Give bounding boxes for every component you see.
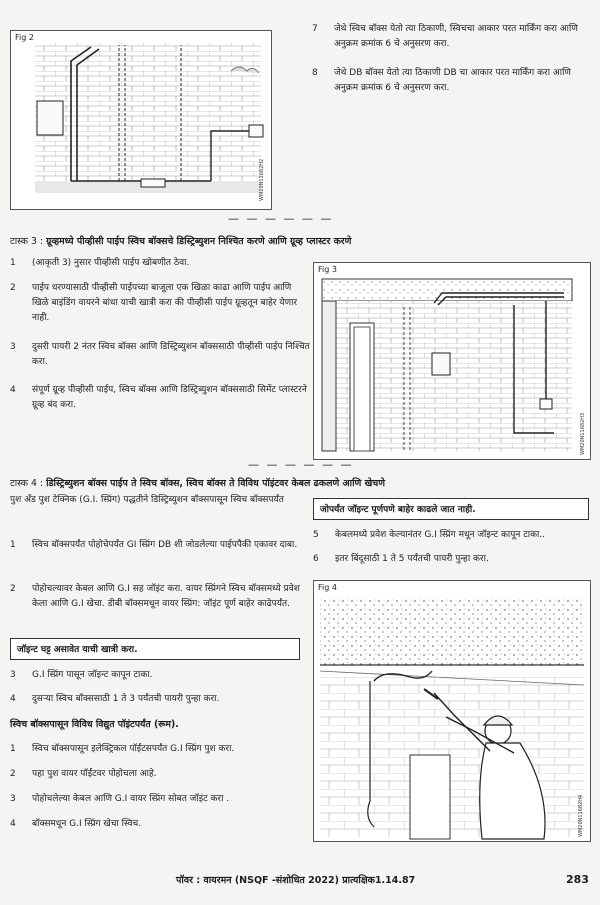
note-box: जॉइन्ट घट्ट असावेत याची खात्री करा. bbox=[10, 638, 300, 660]
section-separator: — — — — — — bbox=[248, 458, 354, 471]
figure-3-illustration bbox=[314, 263, 590, 459]
note-box: जोपर्यंत जॉइन्ट पूर्णपणे बाहेर काढले जात नाही. bbox=[313, 498, 589, 520]
list-item: 6 इतर बिंदूसाठी 1 ते 5 पर्यंतची पायरी पुन्हा करा. bbox=[313, 554, 489, 564]
figure-2-code: WM20N11682H2 bbox=[259, 158, 265, 201]
figure-4-illustration bbox=[314, 581, 590, 841]
subheading: स्विच बॉक्सपासून विविध विद्युत पॉइंटपर्यंत (रूम). bbox=[10, 719, 179, 730]
list-item: 5 केबलमध्ये प्रवेश केल्यानंतर G.I स्प्रिंग मधून जॉइन्ट कापून टाका.. bbox=[313, 530, 546, 540]
figure-2 bbox=[10, 30, 272, 210]
footer-title: पॉवर : वायरमन (NSQF -संशोधित 2022) प्रात्यक्षिक1.14.87 bbox=[176, 875, 416, 886]
task-4-heading: टास्क 4 : डिस्ट्रिब्युशन बॉक्स पाईप ते स्विच बॉक्स, स्विच बॉक्स ते विविध पॉइंटवर केबल ढकलणे आणि खेचणे bbox=[10, 478, 385, 489]
list-item: 3 G.I स्प्रिंग पासून जॉइन्ट कापून टाका. bbox=[10, 670, 153, 680]
list-item: 2 पोहोचल्यावर केबल आणि G.I सह जॉइंट करा. वायर स्प्रिंगने स्विच बॉक्समध्ये प्रवेश केला आणि G.I खेचा. डीबी बॉक्समधून वायर स्प्रिंग: जॉइंट पूर्ण बाहेर काढेपर्यंत. bbox=[10, 584, 300, 609]
page-number: 283 bbox=[566, 873, 589, 886]
list-item: 2 पाईप धरण्यासाठी पीव्हीसी पाईपच्या बाजूला एक खिळा काढा आणि पाईप आणि खिळे बाइंडिंग वायरने बांधा याची खात्री करा की पीव्हीसी पाईप ग्रूव्हतून बाहेर येणार नाही. bbox=[10, 283, 298, 323]
list-item: 3 पोहोचलेल्या केबल आणि G.I वायर स्प्रिंग सोबत जॉइंट करा . bbox=[10, 794, 230, 804]
list-item: 7 जेथे स्विच बॉक्स येतो त्या ठिकाणी, स्विचचा आकार परत मार्किंग करा आणि अनुक्रम क्रमांक 6 चे अनुसरण करा. bbox=[312, 24, 578, 49]
list-item: 4 बॉक्समधून G.I स्प्रिंग खेचा स्विच. bbox=[10, 819, 142, 829]
figure-4-code: WM20N11682H4 bbox=[578, 794, 584, 837]
figure-2-label: Fig 2 bbox=[15, 33, 34, 42]
list-item: 1 स्विच बॉक्सपासून इलेक्ट्रिकल पॉईंटसपर्यंत G.I स्प्रिंग पुश करा. bbox=[10, 744, 235, 754]
list-item: 2 पहा पुश वायर पॉईंटवर पोहोचला आहे. bbox=[10, 769, 157, 779]
list-item: 4 दुसऱ्या स्विच बॉक्ससाठी 1 ते 3 पर्यंतची पायरी पुन्हा करा. bbox=[10, 694, 220, 704]
figure-3-label: Fig 3 bbox=[318, 265, 337, 274]
task-4-intro: पुश अँड पुश टेक्निक (G.I. स्प्रिंग) पद्धतीने डिस्ट्रिब्युशन बॉक्सपासून स्विच बॉक्सपर्यंत bbox=[10, 495, 284, 505]
figure-4 bbox=[313, 580, 591, 842]
list-item: 1 (आकृती 3) नुसार पीव्हीसी पाईप खोबणीत ठेवा. bbox=[10, 258, 190, 268]
list-item: 3 दुसरी पायरी 2 नंतर स्विच बॉक्स आणि डिस्ट्रिब्युशन बॉक्ससाठी पीव्हीसी पाईप निश्चित करा. bbox=[10, 342, 310, 367]
task-3-heading: टास्क 3 : ग्रूव्हमध्ये पीव्हीसी पाईप स्विच बॉक्सचे डिस्ट्रिब्युशन निश्चित करणे आणि ग्रूव्ह प्लास्टर करणे bbox=[10, 236, 352, 247]
section-separator: — — — — — — bbox=[228, 212, 334, 225]
list-item: 8 जेथे DB बॉक्स येतो त्या ठिकाणी DB चा आकार परत मार्किंग करा आणि अनुक्रम क्रमांक 6 चे अनुसरण करा. bbox=[312, 68, 571, 93]
figure-2-illustration bbox=[11, 31, 271, 209]
list-item: 1 स्विच बॉक्सपर्यंत पोहोचेपर्यंत GI स्प्रिंग DB शी जोडलेल्या पाईपपैकी एकावर दाबा. bbox=[10, 540, 298, 550]
list-item: 4 संपूर्ण ग्रूव्ह पीव्हीसी पाईप, स्विच बॉक्स आणि डिस्ट्रिब्युशन बॉक्ससाठी सिमेंट प्लास्टरने ग्रूव्ह बंद करा. bbox=[10, 385, 307, 410]
figure-3-code: WM20N11682H3 bbox=[580, 412, 586, 455]
figure-3 bbox=[313, 262, 591, 460]
figure-4-label: Fig 4 bbox=[318, 583, 337, 592]
